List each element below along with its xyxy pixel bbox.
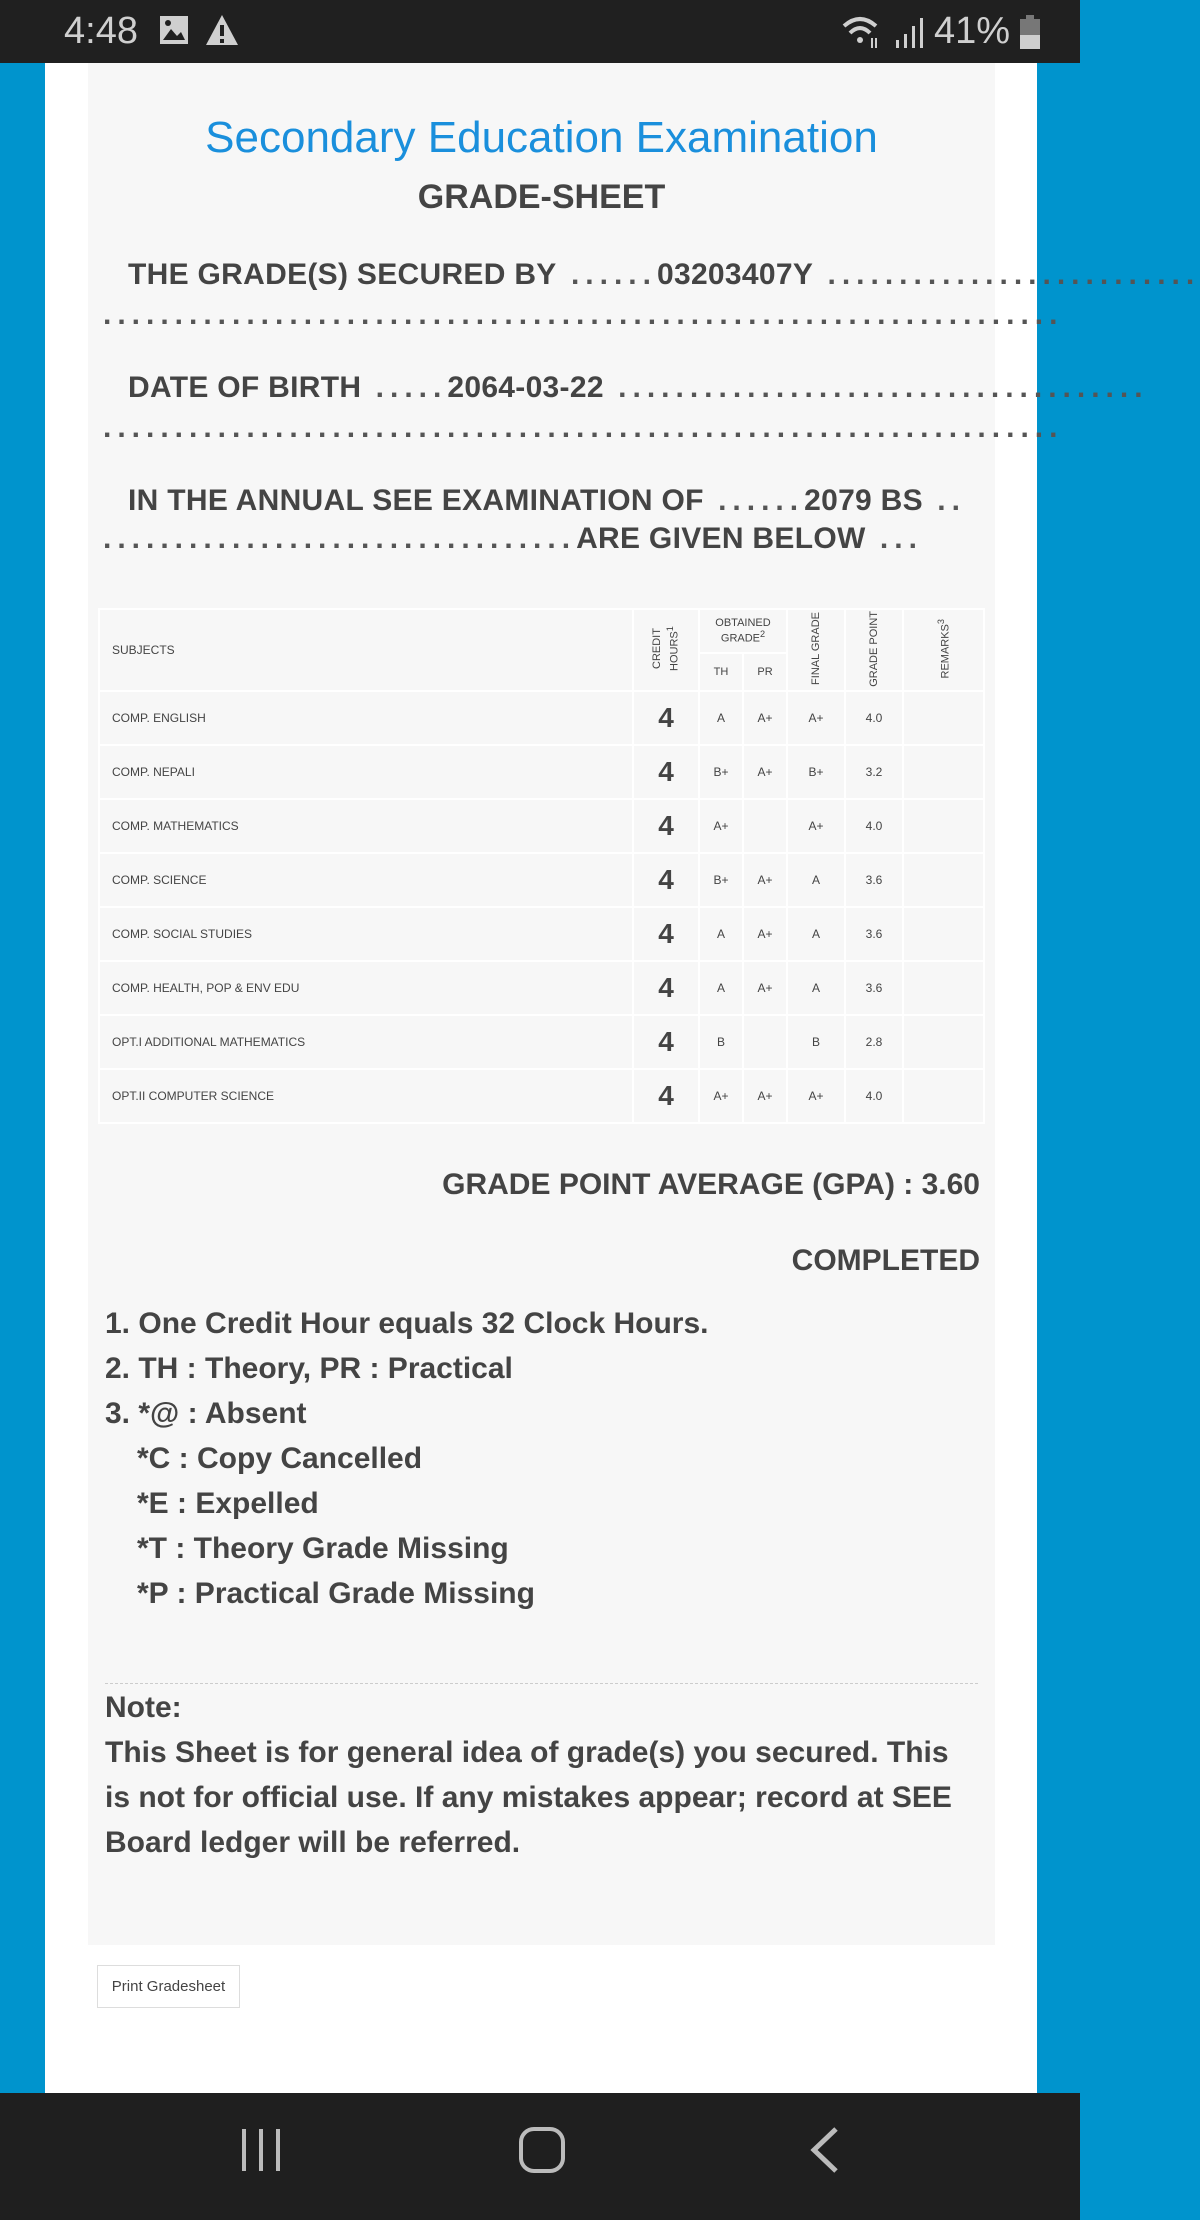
table-row [99,691,984,745]
pr-grade-cell: A+ [743,745,787,799]
credit-cell: 4 [633,799,699,853]
legend-item: *P : Practical Grade Missing [137,1577,535,1610]
header-pr: PR [743,653,787,691]
note-label: Note: [105,1691,182,1724]
table-row [99,1069,984,1123]
grade-point-cell: 4.0 [845,799,903,853]
th-grade-cell: A [699,691,743,745]
legend-item: 2. TH : Theory, PR : Practical [105,1352,513,1385]
header-credit: CREDIT HOURS$^1$ [633,609,699,691]
secured-by-label: THE GRADE(S) SECURED BY [128,258,557,291]
th-grade-cell: A+ [699,799,743,853]
remarks-cell [903,691,984,745]
pr-grade-cell [743,799,787,853]
remarks-cell [903,745,984,799]
th-grade-cell: B [699,1015,743,1069]
subject-cell: COMP. SCIENCE [99,853,633,907]
legend-item: 1. One Credit Hour equals 32 Clock Hours. [105,1307,709,1340]
final-grade-cell: A+ [787,691,845,745]
battery-percent: 41% [933,10,1010,52]
legend-item: *T : Theory Grade Missing [137,1532,509,1565]
header-subjects: SUBJECTS [99,609,633,691]
image-notification-icon [158,14,190,46]
pr-grade-cell [743,1015,787,1069]
final-grade-cell: A+ [787,799,845,853]
credit-cell: 4 [633,1069,699,1123]
remarks-cell [903,1069,984,1123]
remarks-cell [903,907,984,961]
note [105,1685,978,1865]
th-grade-cell: A [699,961,743,1015]
remarks-cell [903,853,984,907]
symbol-number: 03203407Y [656,258,814,291]
header-obtained: OBTAINED GRADE$^2$ [699,609,787,653]
secured-by-line: THE GRADE(S) SECURED BY ......03203407Y .......................... [128,258,1200,291]
final-grade-cell: A [787,907,845,961]
table-row [99,745,984,799]
print-gradesheet-button[interactable]: Print Gradesheet [97,1965,240,2008]
navigation-bar [0,2093,1080,2220]
th-grade-cell: A [699,907,743,961]
battery-icon [1020,15,1040,49]
header-grade-point: GRADE POINT [845,609,903,691]
given-below-line: .................................ARE GIVEN BELOW ... [103,522,923,555]
grade-sheet-card [88,63,1200,1945]
exam-year: 2079 BS [804,484,923,517]
th-grade-cell: A+ [699,1069,743,1123]
header-th: TH [699,653,743,691]
credit-cell: 4 [633,907,699,961]
legend-item: *C : Copy Cancelled [137,1442,423,1475]
home-button[interactable] [518,2125,568,2187]
warning-icon [205,14,239,46]
remarks-cell [903,1015,984,1069]
header-remarks: REMARKS$^3$ [903,609,984,691]
exam-label: IN THE ANNUAL SEE EXAMINATION OF [128,484,704,517]
dob-label: DATE OF BIRTH [128,371,362,404]
pr-grade-cell: A+ [743,853,787,907]
credit-cell: 4 [633,961,699,1015]
grade-point-cell: 4.0 [845,691,903,745]
page [45,63,1200,2093]
final-grade-cell: B [787,1015,845,1069]
dob-value: 2064-03-22 [447,371,604,404]
grade-point-cell: 3.6 [845,853,903,907]
legend-item: 3. *@ : Absent [105,1397,307,1430]
subject-cell: COMP. ENGLISH [99,691,633,745]
final-grade-cell: A [787,853,845,907]
pr-grade-cell: A+ [743,961,787,1015]
credit-cell: 4 [633,691,699,745]
grade-point-cell: 4.0 [845,1069,903,1123]
grade-point-cell: 3.6 [845,961,903,1015]
page-subtitle: GRADE-SHEET [417,178,666,216]
legend-list [105,1301,709,1616]
clock: 4:48 [64,10,138,52]
wifi-icon [840,14,884,50]
table-row [99,1015,984,1069]
divider [105,1683,978,1684]
dots-line: ................................................................... [103,298,1064,331]
signal-icon [894,16,924,48]
subject-cell: OPT.I ADDITIONAL MATHEMATICS [99,1015,633,1069]
result-status: COMPLETED [791,1244,980,1277]
table-row [99,799,984,853]
back-button[interactable] [808,2125,842,2187]
grade-point-cell: 3.6 [845,907,903,961]
note-text: This Sheet is for general idea of grade(s) you secured. This is not for official use. If any mistakes appear; record at SEE Board ledger will be referred. [105,1736,952,1859]
grade-point-cell: 3.2 [845,745,903,799]
subject-cell: COMP. NEPALI [99,745,633,799]
credit-cell: 4 [633,1015,699,1069]
recent-apps-button[interactable] [240,2125,284,2187]
dots-line: ................................................................... [103,411,1064,444]
dob-line: DATE OF BIRTH .....2064-03-22 ..................................... [128,371,1149,404]
header-final: FINAL GRADE [787,609,845,691]
final-grade-cell: B+ [787,745,845,799]
th-grade-cell: B+ [699,853,743,907]
subject-cell: COMP. SOCIAL STUDIES [99,907,633,961]
gpa: GRADE POINT AVERAGE (GPA) : 3.60 [442,1168,980,1201]
subject-cell: COMP. HEALTH, POP & ENV EDU [99,961,633,1015]
table-row [99,853,984,907]
final-grade-cell: A [787,961,845,1015]
subject-cell: COMP. MATHEMATICS [99,799,633,853]
final-grade-cell: A+ [787,1069,845,1123]
legend-item: *E : Expelled [137,1487,319,1520]
grades-table [98,608,985,1124]
page-title: Secondary Education Examination [205,113,878,162]
remarks-cell [903,961,984,1015]
given-below: ARE GIVEN BELOW [576,522,866,555]
pr-grade-cell: A+ [743,907,787,961]
credit-cell: 4 [633,745,699,799]
status-bar [0,0,1080,63]
pr-grade-cell: A+ [743,691,787,745]
th-grade-cell: B+ [699,745,743,799]
subject-cell: OPT.II COMPUTER SCIENCE [99,1069,633,1123]
exam-line: IN THE ANNUAL SEE EXAMINATION OF ......2079 BS .. [128,484,966,517]
grade-point-cell: 2.8 [845,1015,903,1069]
remarks-cell [903,799,984,853]
pr-grade-cell: A+ [743,1069,787,1123]
credit-cell: 4 [633,853,699,907]
table-row [99,907,984,961]
table-row [99,961,984,1015]
